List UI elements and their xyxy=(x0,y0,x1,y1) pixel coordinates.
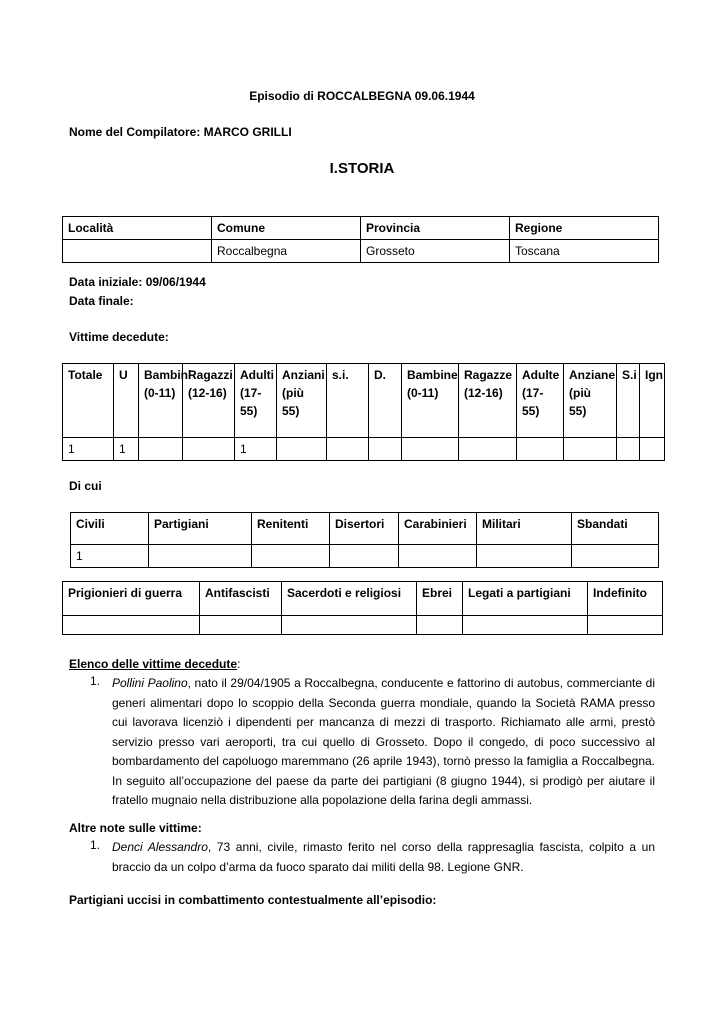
list-item-number: 1. xyxy=(90,674,101,688)
table-cell xyxy=(417,616,463,635)
victims-list-heading xyxy=(69,657,240,671)
table-cell xyxy=(63,240,212,263)
table-header-cell: Prigionieri di guerra xyxy=(63,582,200,616)
table-cell: 1 xyxy=(71,545,149,568)
partisans-heading: Partigiani uccisi in combattimento contestualmente all’episodio: xyxy=(69,893,437,907)
end-date: Data finale: xyxy=(69,294,134,308)
table-cell: Roccalbegna xyxy=(212,240,361,263)
table-header-cell: Ign xyxy=(640,364,665,438)
table-cell xyxy=(369,438,402,461)
table-cell xyxy=(399,545,477,568)
table-cell: 1 xyxy=(63,438,114,461)
section-title: I.STORIA xyxy=(329,160,395,177)
table-cell: Toscana xyxy=(510,240,659,263)
table-cell xyxy=(183,438,235,461)
table-cell xyxy=(200,616,282,635)
victims-table xyxy=(62,363,665,461)
table-cell xyxy=(402,438,459,461)
table-header-cell: s.i. xyxy=(327,364,369,438)
victims-list-heading-suffix: : xyxy=(237,657,241,671)
categories-table-1 xyxy=(70,512,659,568)
list-item xyxy=(90,838,655,877)
list-item-body xyxy=(112,674,655,811)
victim-name: Pollini Paolino xyxy=(112,676,188,690)
table-header-cell: Renitenti xyxy=(252,513,330,545)
table-cell xyxy=(63,616,200,635)
victim-description: , nato il 29/04/1905 a Roccalbegna, conducente e fattorino di autobus, commerciante di generi alimentari dopo lo scoppio della Seconda guerra mondiale, quando la Società RAMA presso cui lavorava licenziò i dipendenti per mancanza di mezzi di trasporto. Richiamato alle armi, prestò servizio presso vari aeroporti, tra cui quello di Grosseto. Dopo il congedo, di poco successivo al bombardamento del capoluogo maremmano (26 aprile 1943), tornò presso la famiglia a Roccalbegna. In seguito all’occupazione del paese da parte dei partigiani (8 giugno 1944), si prodigò per aiutare il fratello mugnaio nella distribuzione alla popolazione della farina degli ammassi. xyxy=(112,676,655,807)
table-header-cell: D. xyxy=(369,364,402,438)
table-header-cell: Bambine (0-11) xyxy=(402,364,459,438)
table-cell xyxy=(463,616,588,635)
table-header-cell: Legati a partigiani xyxy=(463,582,588,616)
table-header-cell: Adulte (17-55) xyxy=(517,364,564,438)
table-header-row xyxy=(63,582,663,616)
episode-title: Episodio di ROCCALBEGNA 09.06.1944 xyxy=(249,89,475,103)
table-header-cell: Sbandati xyxy=(572,513,659,545)
dicui-heading: Di cui xyxy=(69,479,102,493)
table-header-cell: Disertori xyxy=(330,513,399,545)
table-cell xyxy=(282,616,417,635)
table-header-row xyxy=(71,513,659,545)
table-cell xyxy=(640,438,665,461)
table-header-cell: Comune xyxy=(212,217,361,240)
table-cell: 1 xyxy=(235,438,277,461)
table-cell xyxy=(330,545,399,568)
table-cell xyxy=(617,438,640,461)
table-header-cell: Antifascisti xyxy=(200,582,282,616)
table-header-row xyxy=(63,217,659,240)
table-header-cell: Provincia xyxy=(361,217,510,240)
note-name: Denci Alessandro xyxy=(112,840,208,854)
table-cell xyxy=(572,545,659,568)
table-header-cell: Anziane (più 55) xyxy=(564,364,617,438)
compiler-name: Nome del Compilatore: MARCO GRILLI xyxy=(69,125,292,139)
table-header-cell: U xyxy=(114,364,139,438)
table-cell xyxy=(564,438,617,461)
table-header-cell: Ragazze (12-16) xyxy=(459,364,517,438)
table-header-cell: Ragazzi (12-16) xyxy=(183,364,235,438)
list-item-number: 1. xyxy=(90,838,101,852)
table-header-cell: Indefinito xyxy=(588,582,663,616)
table-cell: 1 xyxy=(114,438,139,461)
table-header-cell: Ebrei xyxy=(417,582,463,616)
table-cell xyxy=(139,438,183,461)
table-header-cell: Adulti (17-55) xyxy=(235,364,277,438)
table-cell: Grosseto xyxy=(361,240,510,263)
table-cell xyxy=(477,545,572,568)
victims-heading: Vittime decedute: xyxy=(69,330,169,344)
table-row xyxy=(71,545,659,568)
table-row xyxy=(63,438,665,461)
table-header-cell: Militari xyxy=(477,513,572,545)
note-description: , 73 anni, civile, rimasto ferito nel corso della rappresaglia fascista, colpito a un braccio da un colpo d’arma da fuoco sparato dai militi della 98. Legione GNR. xyxy=(112,840,656,874)
table-cell xyxy=(252,545,330,568)
table-header-cell: Carabinieri xyxy=(399,513,477,545)
table-row xyxy=(63,240,659,263)
list-item-body xyxy=(112,838,655,877)
table-row xyxy=(63,616,663,635)
table-header-cell: S.i xyxy=(617,364,640,438)
table-cell xyxy=(459,438,517,461)
table-header-cell: Bambini (0-11) xyxy=(139,364,183,438)
table-header-cell: Partigiani xyxy=(149,513,252,545)
victims-list-heading-label: Elenco delle vittime decedute xyxy=(69,657,238,671)
table-header-cell: Civili xyxy=(71,513,149,545)
table-header-cell: Anziani (più 55) xyxy=(277,364,327,438)
table-cell xyxy=(517,438,564,461)
table-cell xyxy=(327,438,369,461)
table-cell xyxy=(149,545,252,568)
start-date: Data iniziale: 09/06/1944 xyxy=(69,275,206,289)
table-header-cell: Località xyxy=(63,217,212,240)
location-table xyxy=(62,216,659,263)
table-header-row xyxy=(63,364,665,438)
table-cell xyxy=(588,616,663,635)
table-header-cell: Regione xyxy=(510,217,659,240)
table-cell xyxy=(277,438,327,461)
other-notes-heading: Altre note sulle vittime: xyxy=(69,821,202,835)
list-item xyxy=(90,674,655,811)
table-header-cell: Sacerdoti e religiosi xyxy=(282,582,417,616)
categories-table-2 xyxy=(62,581,663,635)
table-header-cell: Totale xyxy=(63,364,114,438)
